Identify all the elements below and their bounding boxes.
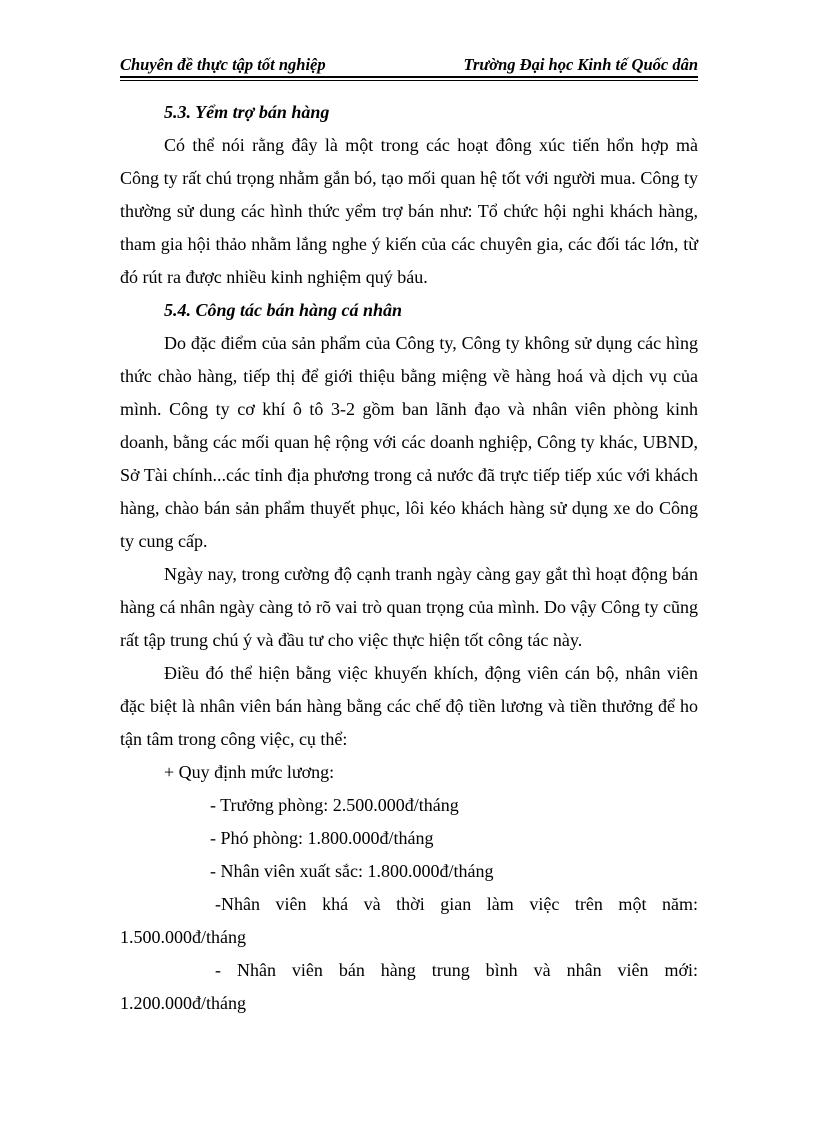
page-header (120, 49, 698, 75)
salary-item: - Phó phòng: 1.800.000đ/tháng (210, 828, 434, 848)
paragraph-5-4-1: Do đặc điểm của sản phẩm của Công ty, Công ty không sử dụng các hìng thức chào hàng, tiếp thị để giới thiệu bằng miệng về hàng hoá và dịch vụ của mình. Công ty cơ khí ô tô 3-2 gồm ban lãnh đạo và nhân viên phòng kinh doanh, bằng các mối quan hệ rộng với các doanh nghiệp, Công ty khác, UBND, Sở Tài chính...các tỉnh địa phương trong cả nước đã trực tiếp tiếp xúc với khách hàng, chào bán sản phẩm thuyết phục, lôi kéo khách hàng sử dụng xe do Công ty cung cấp. (120, 333, 698, 551)
section-heading-5-4: 5.4. Công tác bán hàng cá nhân (164, 300, 403, 320)
header-right-title: Trường Đại học Kinh tế Quốc dân (463, 55, 698, 74)
paragraph-5-3: Có thể nói rằng đây là một trong các hoạt đông xúc tiến hổn hợp mà Công ty rất chú trọng nhằm gắn bó, tạo mối quan hệ tốt với người mua. Công ty thường sử dung các hình thức yểm trợ bán như: Tổ chức hội nghi khách hàng, tham gia hội thảo nhằm lắng nghe ý kiến của các chuyên gia, các đối tác lớn, từ đó rút ra được nhiều kinh nghiệm quý báu. (120, 135, 698, 287)
header-rule-thin (120, 80, 698, 81)
document-body (120, 96, 698, 1020)
header-rule-thick (120, 76, 698, 78)
salary-item: - Nhân viên bán hàng trung bình và nhân viên mới: 1.200.000đ/tháng (120, 960, 698, 1013)
header-left-title: Chuyên đề thực tập tốt nghiệp (120, 55, 326, 74)
salary-item: - Trưởng phòng: 2.500.000đ/tháng (210, 795, 459, 815)
paragraph-5-4-3: Điều đó thể hiện bằng việc khuyến khích, động viên cán bộ, nhân viên đặc biệt là nhân viên bán hàng bằng các chế độ tiền lương và tiền thưởng để ho tận tâm trong công việc, cụ thể: (120, 663, 698, 749)
salary-item: - Nhân viên xuất sắc: 1.800.000đ/tháng (210, 861, 494, 881)
salary-item: -Nhân viên khá và thời gian làm việc trên một năm: 1.500.000đ/tháng (120, 894, 698, 947)
salary-list-title: + Quy định mức lương: (164, 762, 335, 782)
paragraph-5-4-2: Ngày nay, trong cường độ cạnh tranh ngày càng gay gắt thì hoạt động bán hàng cá nhân ngày càng tỏ rõ vai trò quan trọng của mình. Do vậy Công ty cũng rất tập trung chú ý và đầu tư cho việc thực hiện tốt công tác này. (120, 564, 698, 650)
section-heading-5-3: 5.3. Yểm trợ bán hàng (164, 102, 330, 122)
